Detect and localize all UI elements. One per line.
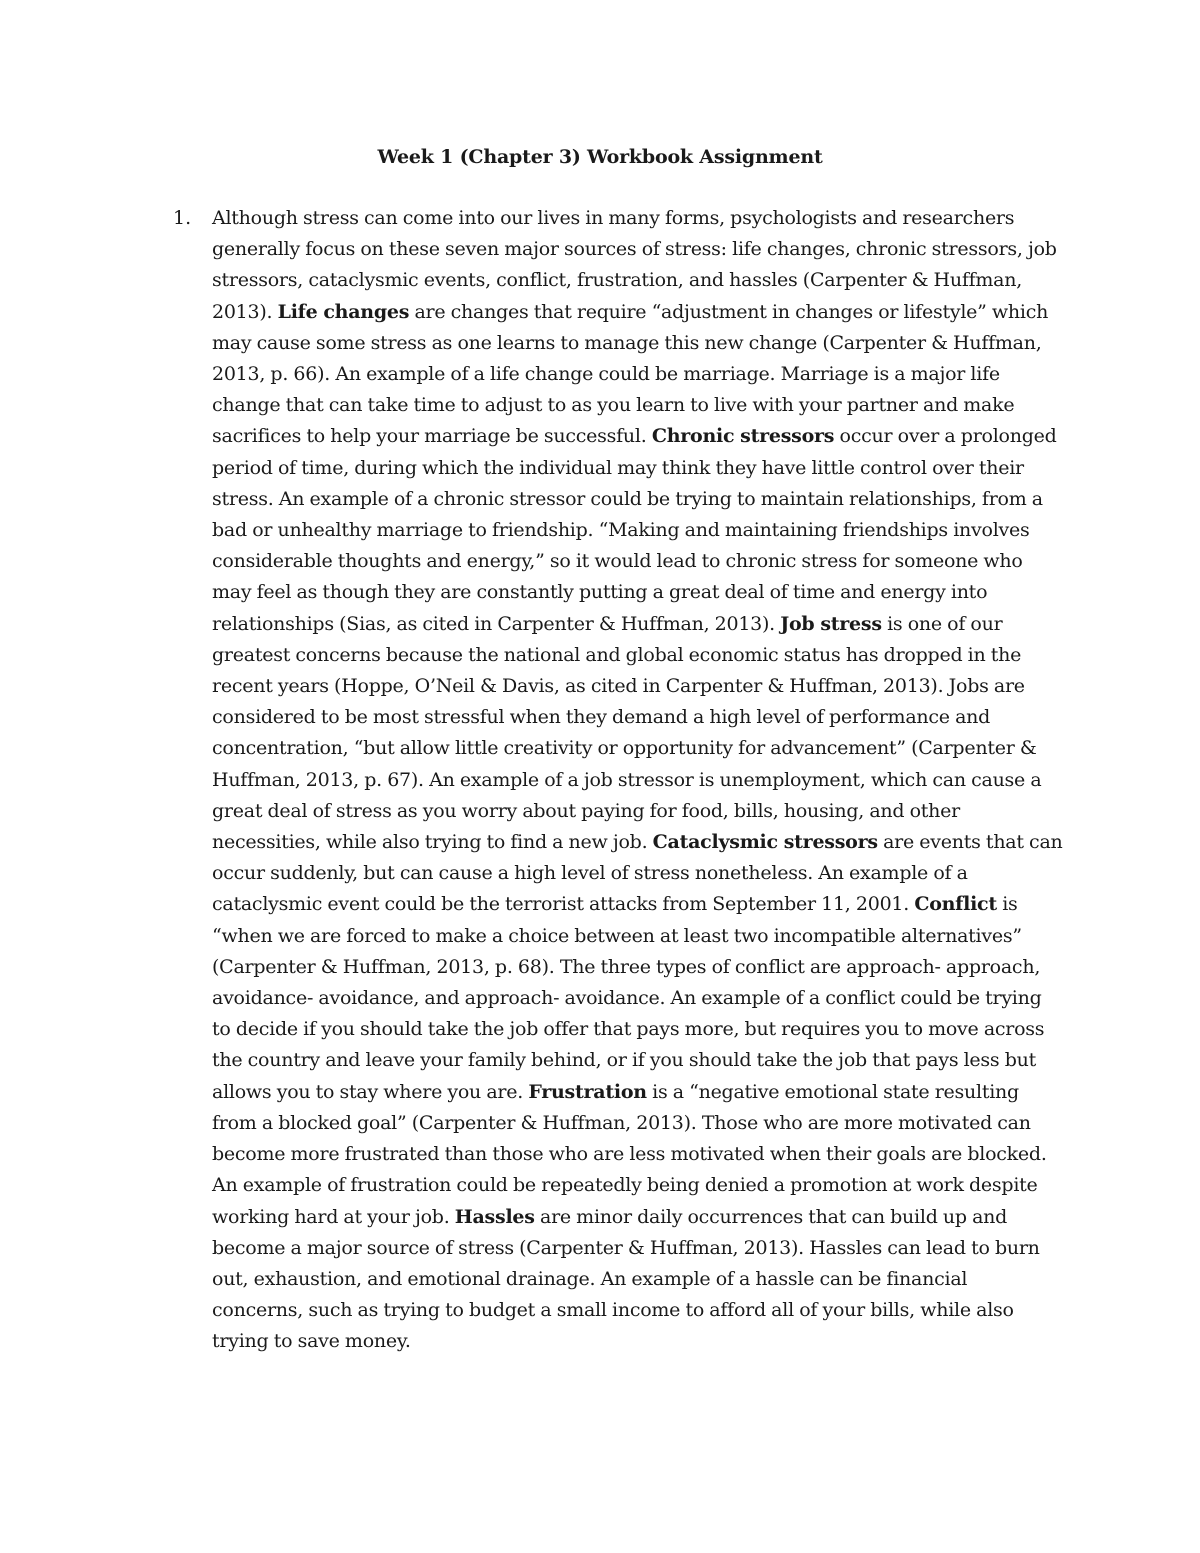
- text-run: the country and leave your family behind, or if you should take the job that pays less but: [212, 1049, 1036, 1072]
- text-run: may cause some stress as one learns to manage this new change (Carpenter & Huffman,: [212, 331, 1042, 354]
- text-run: stress. An example of a chronic stressor could be trying to maintain relationships, from a: [212, 487, 1043, 510]
- bold-term: Hassles: [454, 1205, 535, 1228]
- paragraph-line: [212, 702, 1073, 733]
- paragraph-line: [212, 234, 1073, 265]
- text-run: concentration, “but allow little creativity or opportunity for advancement” (Carpenter &: [212, 737, 1037, 760]
- paragraph-line: [212, 921, 1073, 952]
- text-run: relationships (Sias, as cited in Carpenter & Huffman, 2013).: [212, 612, 781, 635]
- paragraph-line: [212, 577, 1073, 608]
- paragraph-line: [212, 203, 1073, 234]
- text-run: from a blocked goal” (Carpenter & Huffman, 2013). Those who are more motivated can: [212, 1111, 1031, 1134]
- paragraph-line: [212, 827, 1073, 858]
- text-run: 2013, p. 66). An example of a life change could be marriage. Marriage is a major life: [212, 363, 1000, 386]
- text-run: sacrifices to help your marriage be successful.: [212, 425, 652, 448]
- paragraph-line: [212, 1264, 1073, 1295]
- paragraph-line: [212, 328, 1073, 359]
- text-run: necessities, while also trying to find a new job.: [212, 831, 653, 854]
- paragraph-line: [212, 1077, 1073, 1108]
- text-run: allows you to stay where you are.: [212, 1080, 529, 1103]
- text-run: period of time, during which the individual may think they have little control over their: [212, 456, 1024, 479]
- paragraph-line: [212, 1202, 1073, 1233]
- text-run: (Carpenter & Huffman, 2013, p. 68). The three types of conflict are approach- approach,: [212, 955, 1041, 978]
- paragraph-line: [212, 858, 1073, 889]
- bold-term: Cataclysmic stressors: [652, 831, 878, 854]
- text-run: considered to be most stressful when they demand a high level of performance and: [212, 706, 991, 729]
- list-item-number: 1.: [173, 207, 192, 229]
- paragraph-line: [212, 297, 1073, 328]
- paragraph-line: [212, 1170, 1073, 1201]
- text-run: avoidance- avoidance, and approach- avoidance. An example of a conflict could be trying: [212, 987, 1042, 1010]
- text-run: considerable thoughts and energy,” so it would lead to chronic stress for someone who: [212, 550, 1023, 573]
- paragraph-line: [212, 983, 1073, 1014]
- text-run: “when we are forced to make a choice between at least two incompatible alternatives”: [212, 924, 1022, 947]
- bold-term: Chronic stressors: [651, 425, 835, 448]
- paragraph-line: [212, 671, 1073, 702]
- paragraph-line: [212, 1326, 1073, 1357]
- text-run: An example of frustration could be repeatedly being denied a promotion at work despite: [212, 1174, 1038, 1197]
- text-run: may feel as though they are constantly putting a great deal of time and energy into: [212, 581, 988, 604]
- paragraph-line: [212, 796, 1073, 827]
- text-run: change that can take time to adjust to as you learn to live with your partner and make: [212, 394, 1015, 417]
- list-item-paragraph: [212, 203, 1073, 1358]
- text-run: is: [996, 893, 1018, 916]
- paragraph-line: [212, 1295, 1073, 1326]
- text-run: is a “negative emotional state resulting: [646, 1080, 1019, 1103]
- paragraph-line: [212, 952, 1073, 983]
- paragraph-line: [212, 265, 1073, 296]
- paragraph-line: [212, 390, 1073, 421]
- text-run: become more frustrated than those who are less motivated when their goals are blocked.: [212, 1143, 1047, 1166]
- bold-term: Frustration: [528, 1080, 647, 1103]
- text-run: stressors, cataclysmic events, conflict, frustration, and hassles (Carpenter & Huffman,: [212, 269, 1023, 292]
- paragraph-line: [212, 1233, 1073, 1264]
- paragraph-line: [212, 1108, 1073, 1139]
- text-run: working hard at your job.: [212, 1205, 455, 1228]
- text-run: generally focus on these seven major sources of stress: life changes, chronic stressors, job: [212, 238, 1057, 261]
- paragraph-line: [212, 1139, 1073, 1170]
- text-run: great deal of stress as you worry about paying for food, bills, housing, and other: [212, 799, 960, 822]
- paragraph-line: [212, 733, 1073, 764]
- paragraph-line: [212, 1014, 1073, 1045]
- paragraph-line: [212, 359, 1073, 390]
- text-run: Huffman, 2013, p. 67). An example of a job stressor is unemployment, which can cause a: [212, 768, 1042, 791]
- paragraph-line: [212, 421, 1073, 452]
- text-run: Although stress can come into our lives in many forms, psychologists and researchers: [212, 207, 1015, 229]
- document-title: Week 1 (Chapter 3) Workbook Assignment: [377, 146, 823, 168]
- text-run: are changes that require “adjustment in changes or lifestyle” which: [409, 300, 1049, 323]
- paragraph-line: [212, 515, 1073, 546]
- text-run: to decide if you should take the job offer that pays more, but requires you to move across: [212, 1018, 1045, 1041]
- paragraph-line: [212, 765, 1073, 796]
- text-run: greatest concerns because the national and global economic status has dropped in the: [212, 643, 1022, 666]
- text-run: are minor daily occurrences that can build up and: [534, 1205, 1008, 1228]
- paragraph-line: [212, 484, 1073, 515]
- text-run: is one of our: [881, 612, 1003, 635]
- text-run: become a major source of stress (Carpenter & Huffman, 2013). Hassles can lead to burn: [212, 1236, 1040, 1259]
- text-run: occur suddenly, but can cause a high level of stress nonetheless. An example of a: [212, 862, 968, 885]
- bold-term: Job stress: [780, 612, 882, 635]
- bold-term: Life changes: [277, 300, 410, 323]
- text-run: bad or unhealthy marriage to friendship. “Making and maintaining friendships involves: [212, 519, 1030, 542]
- text-run: occur over a prolonged: [834, 425, 1057, 448]
- paragraph-line: [212, 609, 1073, 640]
- text-run: cataclysmic event could be the terrorist attacks from September 11, 2001.: [212, 893, 915, 916]
- text-run: trying to save money.: [212, 1330, 411, 1353]
- text-run: are events that can: [877, 831, 1063, 854]
- text-run: out, exhaustion, and emotional drainage. An example of a hassle can be financial: [212, 1267, 968, 1290]
- paragraph-line: [212, 1045, 1073, 1076]
- paragraph-line: [212, 889, 1073, 920]
- paragraph-line: [212, 546, 1073, 577]
- bold-term: Conflict: [914, 893, 997, 916]
- text-run: concerns, such as trying to budget a small income to afford all of your bills, while also: [212, 1299, 1014, 1322]
- paragraph-line: [212, 640, 1073, 671]
- text-run: 2013).: [212, 300, 278, 323]
- text-run: recent years (Hoppe, O’Neil & Davis, as cited in Carpenter & Huffman, 2013). Jobs are: [212, 675, 1025, 698]
- paragraph-line: [212, 453, 1073, 484]
